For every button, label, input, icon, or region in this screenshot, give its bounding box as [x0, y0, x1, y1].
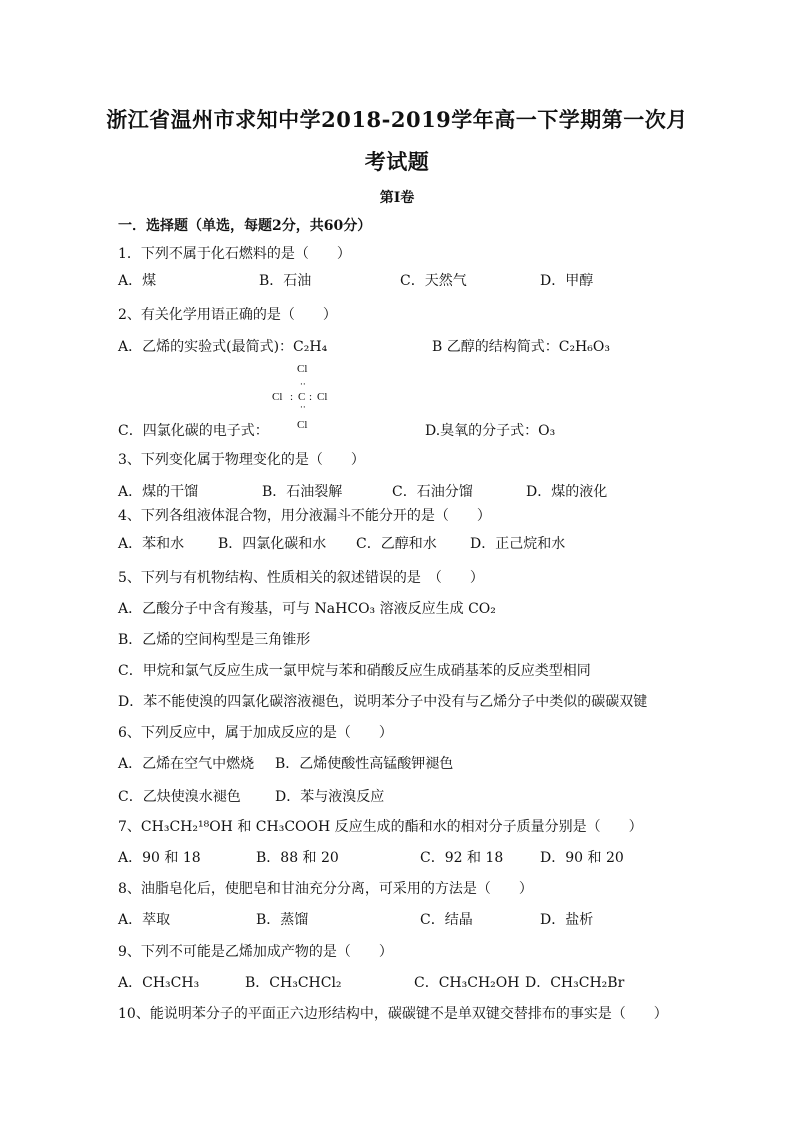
- cl-top: Cl: [297, 363, 308, 375]
- q4-stem: 4、下列各组液体混合物，用分液漏斗不能分开的是（ ）: [118, 508, 491, 524]
- section-heading: 一．选择题（单选，每题2分，共60分）: [118, 218, 372, 234]
- q8-stem: 8、油脂皂化后，使肥皂和甘油充分分离，可采用的方法是（ ）: [118, 881, 533, 897]
- q9-option-d: D．CH₃CH₂Br: [525, 975, 625, 991]
- q5-stem: 5、下列与有机物结构、性质相关的叙述错误的是 （ ）: [118, 570, 484, 586]
- title-line-2: 考试题: [364, 149, 430, 174]
- q5-option-c: C．甲烷和氯气反应生成一氯甲烷与苯和硝酸反应生成硝基苯的反应类型相同: [118, 663, 591, 679]
- q3-option-d: D．煤的液化: [526, 484, 608, 500]
- q1-option-a: A．煤: [118, 273, 157, 289]
- volume-label: 第I卷: [379, 190, 415, 206]
- dots-bottom: ··: [300, 403, 306, 413]
- q3-option-a: A．煤的干馏: [118, 484, 199, 500]
- title-line-1: 浙江省温州市求知中学2018-2019学年高一下学期第一次月: [106, 107, 688, 132]
- q10-stem: 10、能说明苯分子的平面正六边形结构中，碳碳键不是单双键交替排布的事实是（ ）: [118, 1006, 668, 1022]
- cl-left: Cl: [272, 391, 283, 403]
- q4-option-b: B．四氯化碳和水: [218, 536, 327, 552]
- q8-option-c: C．结晶: [420, 912, 473, 928]
- dots-right: :: [309, 391, 313, 403]
- q6-option-c: C．乙炔使溴水褪色: [118, 789, 241, 805]
- q9-option-b: B．CH₃CHCl₂: [245, 975, 342, 991]
- q8-option-b: B．蒸馏: [256, 912, 309, 928]
- q1-option-b: B．石油: [259, 273, 312, 289]
- dots-top: ··: [300, 380, 306, 390]
- q2-option-a: A．乙烯的实验式(最简式)：C₂H₄: [118, 339, 328, 355]
- q9-option-a: A．CH₃CH₃: [118, 975, 200, 991]
- carbon-atom: C: [298, 391, 306, 403]
- cl-bottom: Cl: [297, 419, 308, 431]
- q3-option-c: C．石油分馏: [392, 484, 473, 500]
- q4-option-a: A．苯和水: [118, 536, 185, 552]
- q1-stem: 1．下列不属于化石燃料的是（ ）: [118, 246, 351, 262]
- q1-option-c: C．天然气: [400, 273, 467, 289]
- q6-option-a: A．乙烯在空气中燃烧: [118, 756, 255, 772]
- q7-option-a: A．90 和 18: [118, 850, 201, 866]
- q7-option-d: D．90 和 20: [540, 850, 624, 866]
- q9-option-c: C．CH₃CH₂OH: [414, 975, 520, 991]
- q3-stem: 3、下列变化属于物理变化的是（ ）: [118, 452, 365, 468]
- q2-option-d: D.臭氧的分子式：O₃: [425, 423, 556, 439]
- q2-option-c: C．四氯化碳的电子式：: [118, 423, 269, 439]
- q7-option-c: C．92 和 18: [420, 850, 504, 866]
- q1-option-d: D．甲醇: [540, 273, 594, 289]
- q8-option-d: D．盐析: [540, 912, 594, 928]
- q2-option-b: B 乙醇的结构简式：C₂H₆O₃: [432, 339, 610, 355]
- q4-option-c: C．乙醇和水: [356, 536, 437, 552]
- q5-option-a: A．乙酸分子中含有羧基，可与 NaHCO₃ 溶液反应生成 CO₂: [118, 601, 496, 617]
- q5-option-b: B．乙烯的空间构型是三角锥形: [118, 632, 311, 648]
- q7-option-b: B．88 和 20: [256, 850, 339, 866]
- q3-option-b: B．石油裂解: [262, 484, 343, 500]
- q2-stem: 2、有关化学用语正确的是（ ）: [118, 307, 337, 323]
- q6-option-b: B．乙烯使酸性高锰酸钾褪色: [275, 756, 454, 772]
- dots-left: :: [290, 391, 294, 403]
- q9-stem: 9、下列不可能是乙烯加成产物的是（ ）: [118, 944, 393, 960]
- q8-option-a: A．萃取: [118, 912, 171, 928]
- q5-option-d: D．苯不能使溴的四氯化碳溶液褪色，说明苯分子中没有与乙烯分子中类似的碳碳双键: [118, 694, 648, 710]
- q7-stem: 7、CH₃CH₂¹⁸OH 和 CH₃COOH 反应生成的酯和水的相对分子质量分别是（ ）: [118, 819, 643, 835]
- cl-right: Cl: [317, 391, 328, 403]
- q4-option-d: D．正己烷和水: [470, 536, 566, 552]
- q6-stem: 6、下列反应中，属于加成反应的是（ ）: [118, 725, 393, 741]
- q6-option-d: D．苯与液溴反应: [275, 789, 385, 805]
